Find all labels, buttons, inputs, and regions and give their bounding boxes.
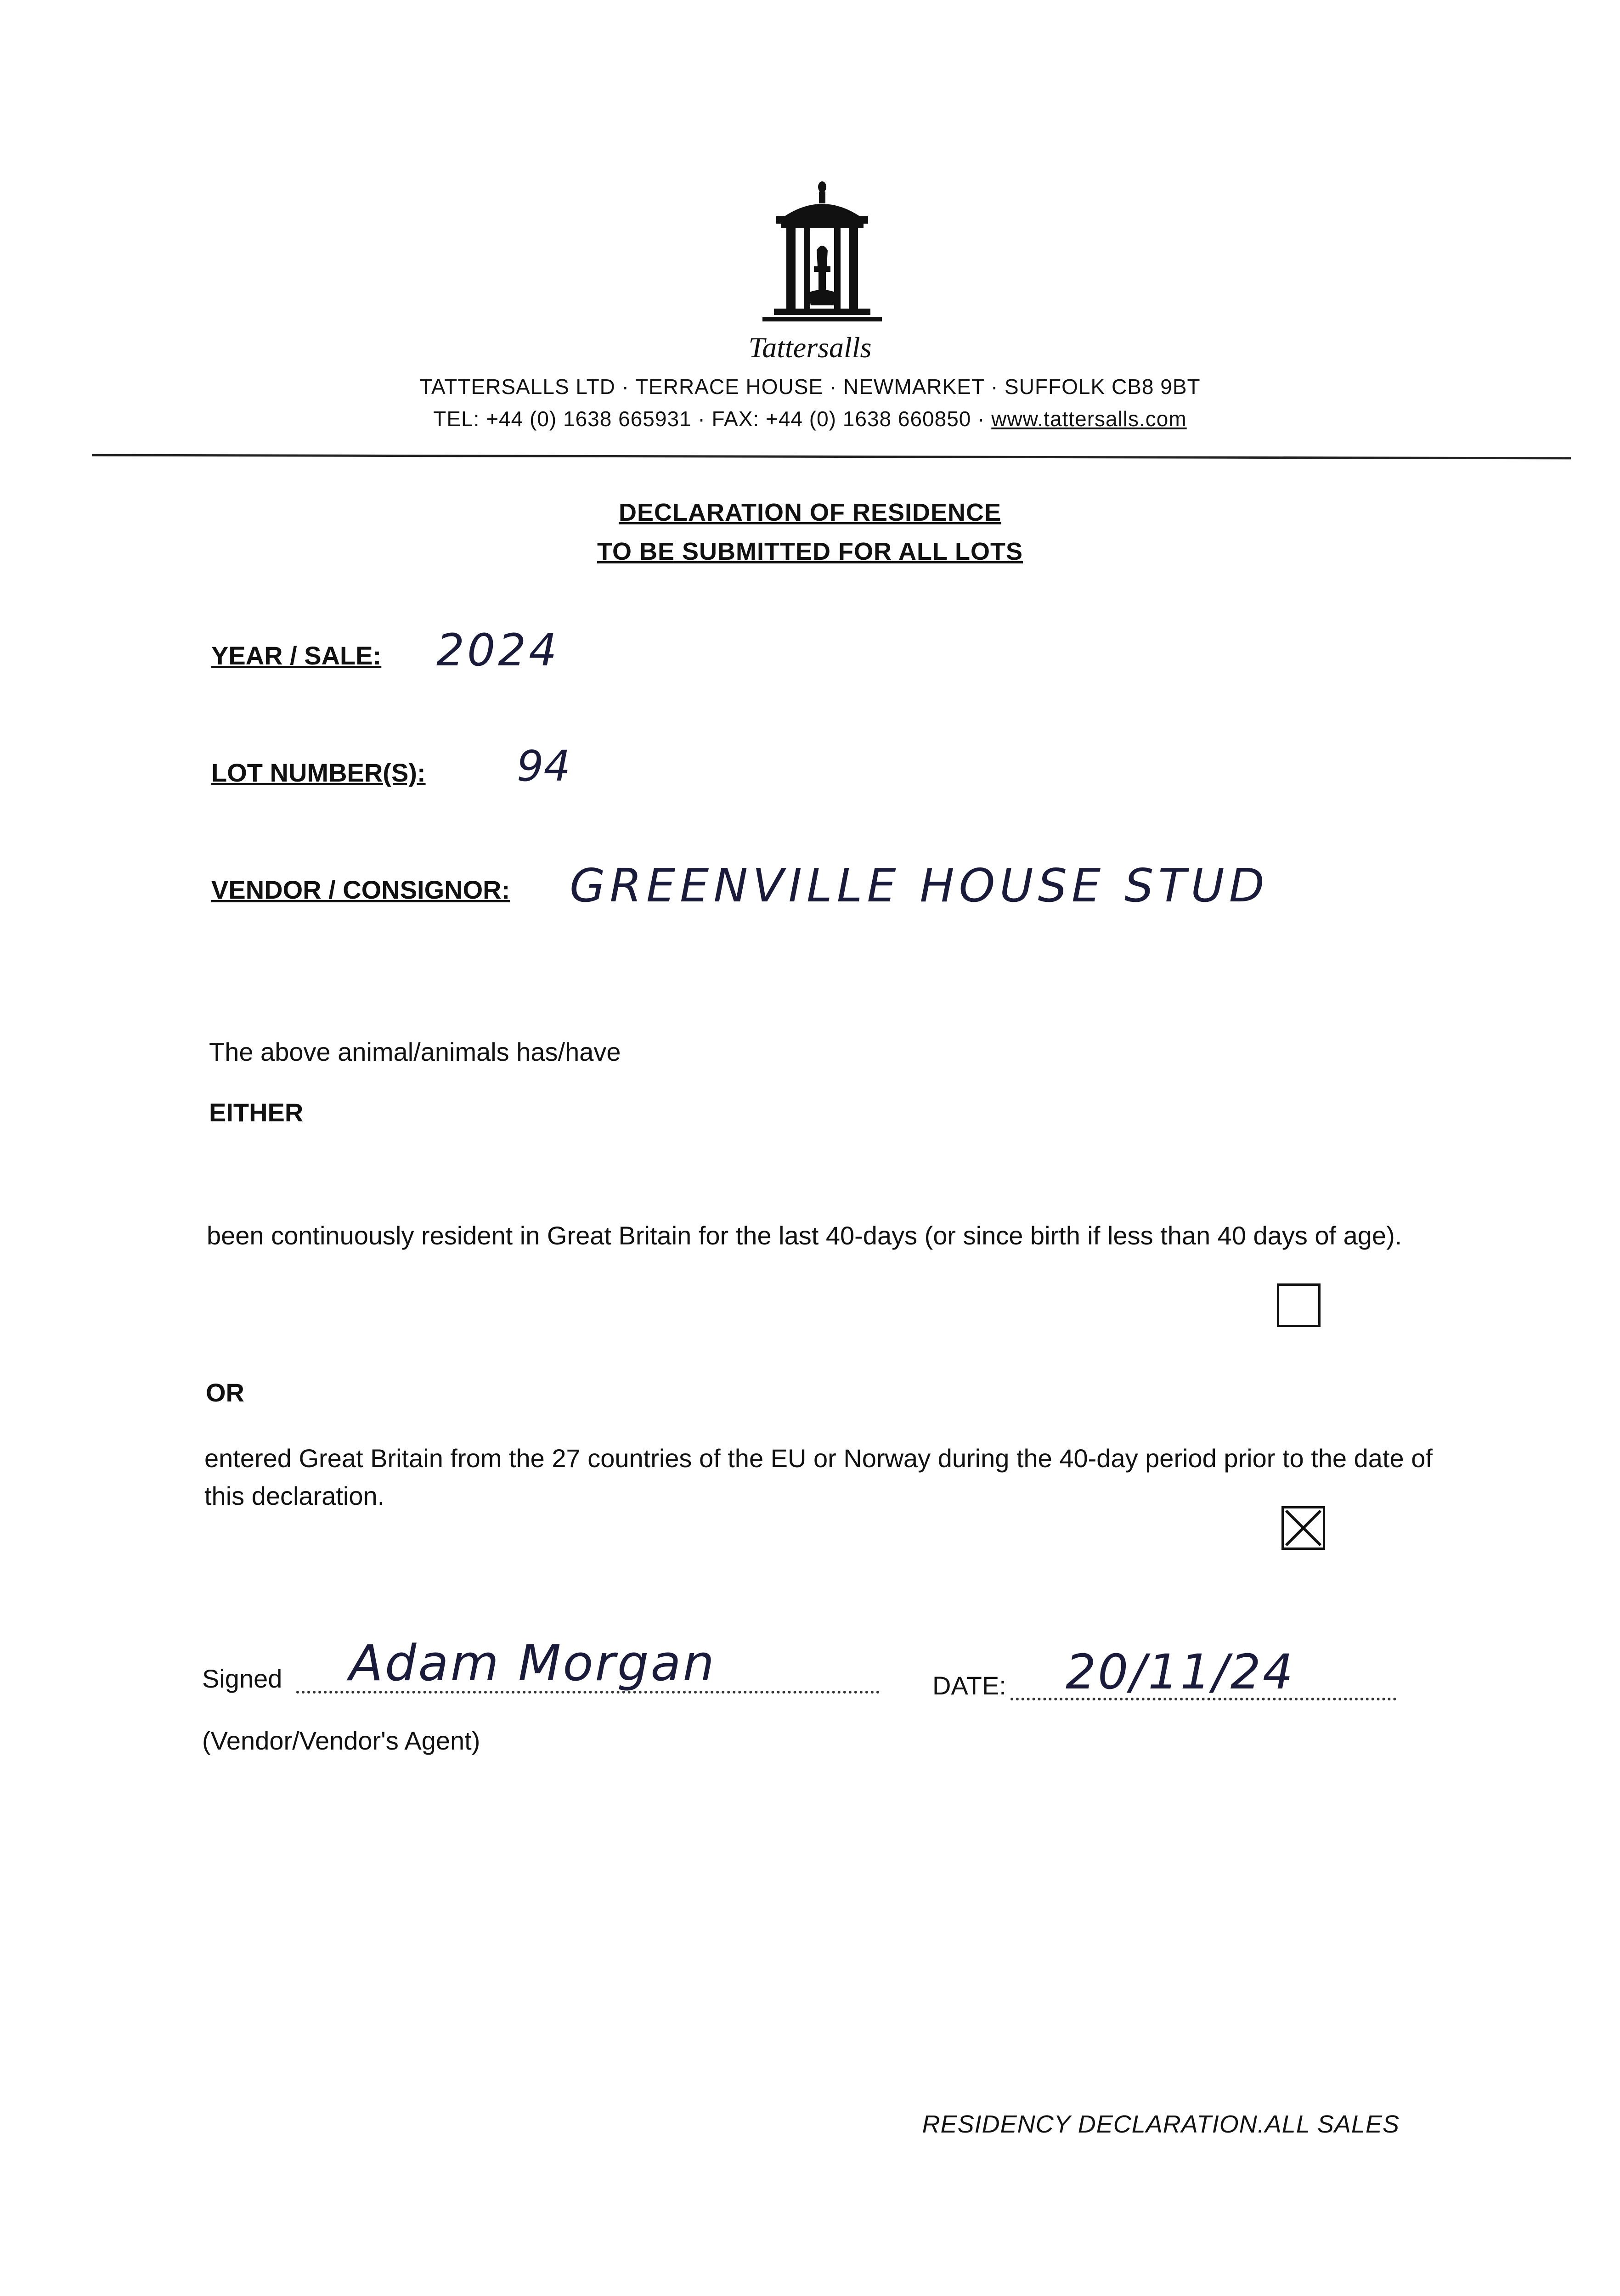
vendor-consignor-label: VENDOR / CONSIGNOR: xyxy=(211,875,510,904)
year-sale-value: 2024 xyxy=(436,625,560,676)
date-value: 20/11/24 xyxy=(1066,1644,1295,1700)
option1-checkbox[interactable] xyxy=(1277,1283,1321,1327)
phone-fax: TEL: +44 (0) 1638 665931 · FAX: +44 (0) 1638 660850 · xyxy=(433,407,992,431)
option2-checkbox[interactable] xyxy=(1281,1506,1325,1550)
header-divider xyxy=(92,454,1571,460)
tattersalls-logo-icon xyxy=(758,181,886,331)
address-line: TATTERSALLS LTD · TERRACE HOUSE · NEWMARKET · SUFFOLK CB8 9BT xyxy=(419,375,1201,399)
year-sale-label: YEAR / SALE: xyxy=(211,641,382,670)
vendor-consignor-value: GREENVILLE HOUSE STUD xyxy=(570,859,1269,912)
intro-text: The above animal/animals has/have xyxy=(209,1037,621,1066)
signature-value: Adam Morgan xyxy=(349,1635,716,1692)
document-title: DECLARATION OF RESIDENCE xyxy=(618,499,1002,526)
or-label: OR xyxy=(206,1378,244,1407)
contact-line xyxy=(0,406,1620,431)
document-subtitle: TO BE SUBMITTED FOR ALL LOTS xyxy=(597,538,1023,565)
signed-label: Signed xyxy=(202,1664,282,1693)
check-mark-x-icon xyxy=(1284,1508,1323,1548)
date-label: DATE: xyxy=(932,1671,1006,1700)
signer-role: (Vendor/Vendor's Agent) xyxy=(202,1726,480,1755)
option2-text: entered Great Britain from the 27 countries of the EU or Norway during the 40-day period prior to the date of this declaration. xyxy=(204,1444,1433,1510)
lot-number-value: 94 xyxy=(517,742,571,791)
lot-number-label: LOT NUMBER(S): xyxy=(211,758,426,787)
footer-document-name: RESIDENCY DECLARATION.ALL SALES xyxy=(922,2110,1400,2138)
either-label: EITHER xyxy=(209,1098,304,1127)
website-link[interactable]: www.tattersalls.com xyxy=(991,407,1187,431)
brand-name: Tattersalls xyxy=(748,331,872,364)
option1-text: been continuously resident in Great Britain for the last 40-days (or since birth if less than 40 days of age). xyxy=(207,1221,1402,1250)
